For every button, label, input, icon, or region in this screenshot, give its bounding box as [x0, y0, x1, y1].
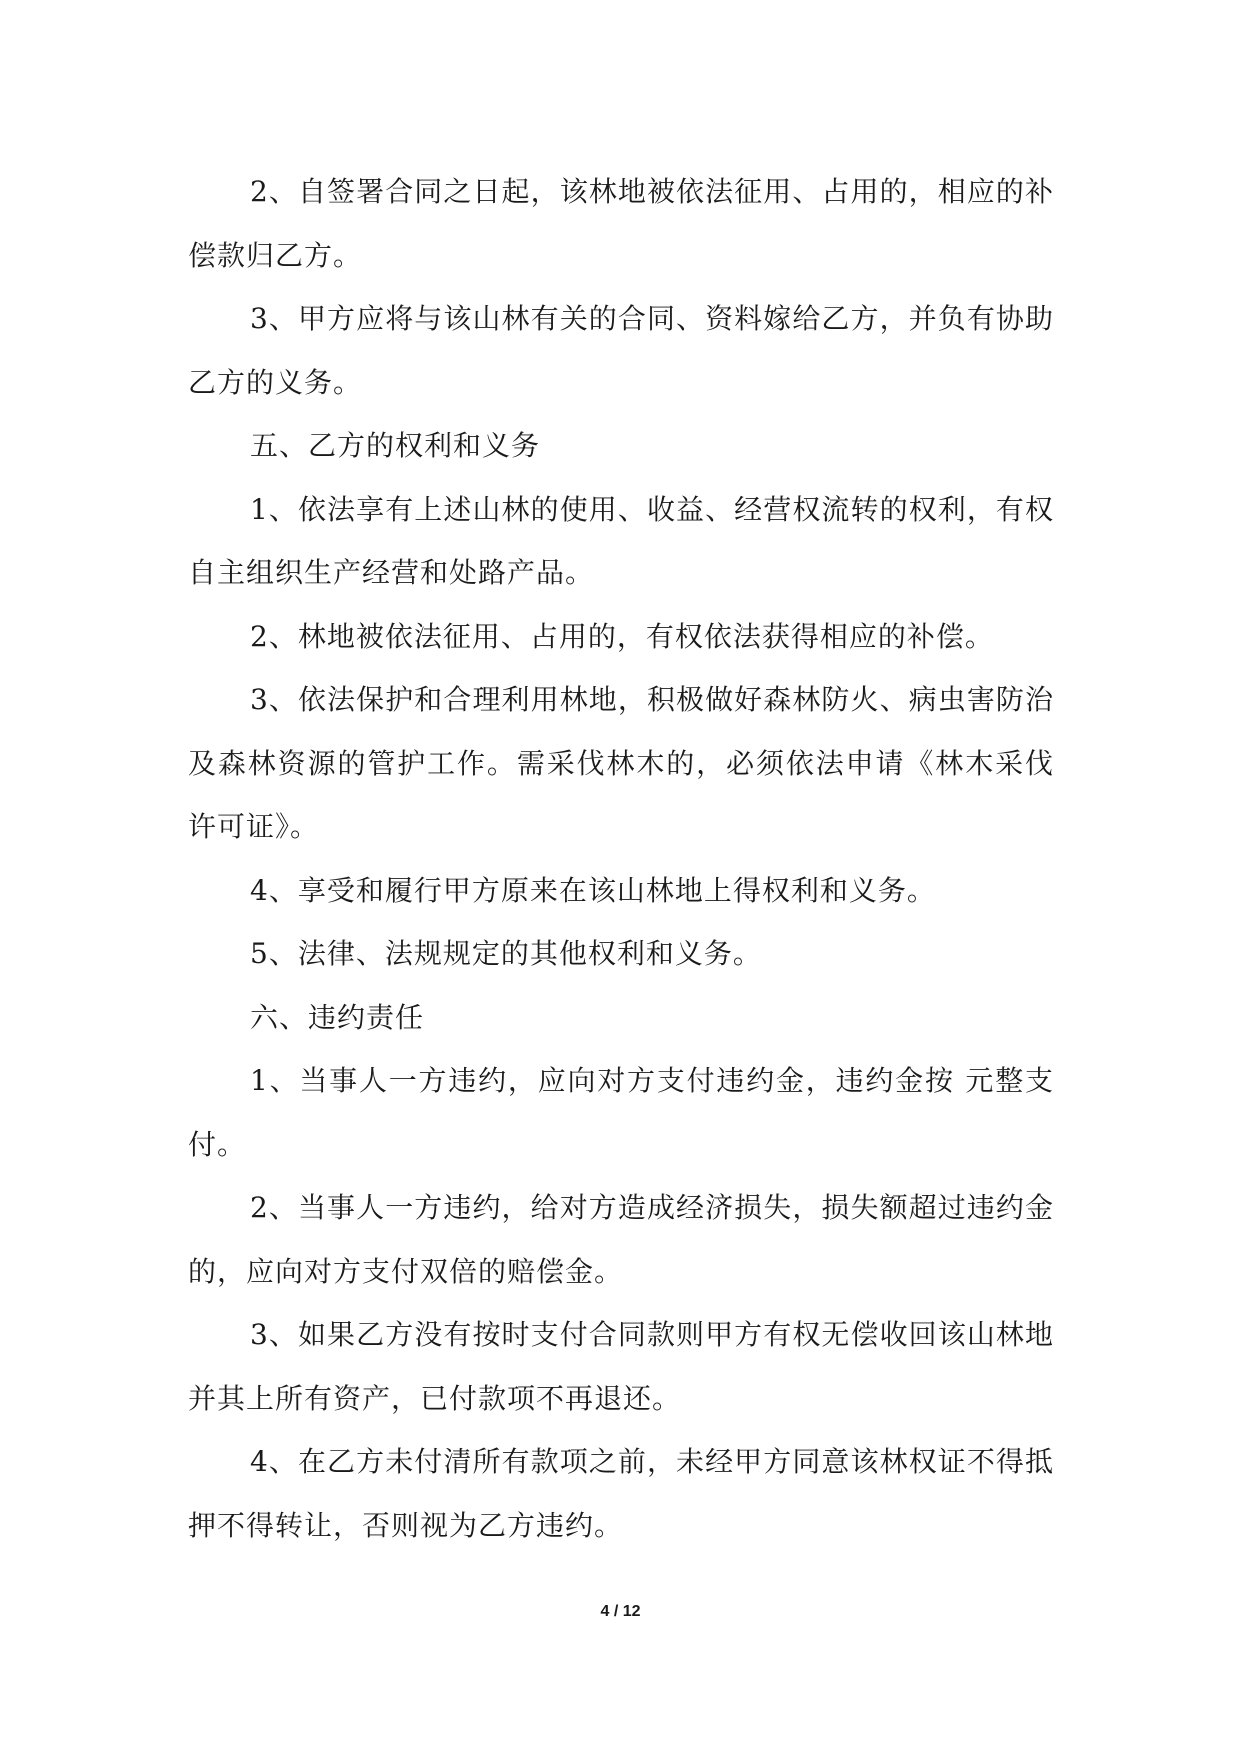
paragraph-forest-protection-clause: 3、依法保护和合理利用林地，积极做好森林防火、病虫害防治及森林资源的管护工作。需采伐林木的，必须依法申请《林木采伐许可证》。: [188, 683, 1054, 843]
page-number: 4 / 12: [600, 1603, 641, 1620]
paragraph-penalty-clause: 1、当事人一方违约，应向对方支付违约金，违约金按 元整支付。: [188, 1064, 1054, 1161]
paragraph-expropriation-compensation-clause: 2、林地被依法征用、占用的，有权依法获得相应的补偿。: [250, 619, 994, 653]
paragraph-payment-default-clause: 3、如果乙方没有按时支付合同款则甲方有权无偿收回该山林地并其上所有资产，已付款项不再退还。: [188, 1318, 1054, 1415]
paragraph-damages-clause: 2、当事人一方违约，给对方造成经济损失，损失额超过违约金的，应向对方支付双倍的赔偿金。: [188, 1191, 1054, 1288]
paragraph-mortgage-restriction-clause: 4、在乙方未付清所有款项之前，未经甲方同意该林权证不得抵押不得转让，否则视为乙方违约。: [188, 1445, 1054, 1542]
paragraph-other-rights-clause: 5、法律、法规规定的其他权利和义务。: [250, 937, 762, 970]
paragraph-usage-rights-clause: 1、依法享有上述山林的使用、收益、经营权流转的权利，有权自主组织生产经营和处路产品。: [188, 492, 1054, 589]
paragraph-transfer-documents-clause: 3、甲方应将与该山林有关的合同、资料嫁给乙方，并负有协助乙方的义务。: [188, 302, 1054, 399]
document-body: [188, 160, 1054, 1557]
section-heading-party-b-rights: 五、乙方的权利和义务: [250, 429, 541, 462]
paragraph-inherited-rights-clause: 4、享受和履行甲方原来在该山林地上得权利和义务。: [250, 873, 936, 907]
section-heading-breach-liability: 六、违约责任: [250, 1000, 425, 1034]
paragraph-compensation-clause: 2、自签署合同之日起，该林地被依法征用、占用的，相应的补偿款归乙方。: [188, 175, 1054, 272]
